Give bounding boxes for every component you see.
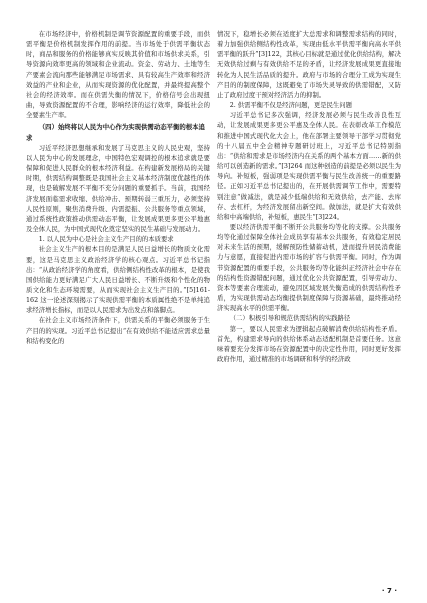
paragraph: 社会主义生产的根本目的是满足人民日益增长的物质文化需要，这是马克思主义政治经济学的核心观点。习近平总书记指出：“从政治经济学的角度看，供给侧结构性改革的根本，是使我国供给能力更好满足广大人民日益增长、不断升级和个性化的物质文化和生态环境需要，从而实现社会主义生产目的。”[5]161-162 这一论述深刻揭示了实现供需平衡的本质属性绝不是单纯追求经济增长指标，而是以人民需求为出发点和落脚点。 [26,246,210,315]
paragraph: 要以经济供需平衡不断开公共服务均等化的支撑。公共服务均等化通过保障全体社会成员享有基本公共服务，有效稳定居民对未来生活的预期，缓解预防性储蓄动机，进而提升居民消费能力与意愿，直接促进内需市场的扩容与供需平衡。同时，作为调节资源配置的重要手段，公共服务均等化能纠正经济社会中存在的结构性资源错配问题，通过优化公共资源配置，引导劳动力、资本等要素合理流动，避免因区域发展失衡造成的供需结构性矛盾，为实现供需动态均衡提供制度保障与资源基础，最终推动经济实现高水平的供需平衡。 [217,223,401,313]
subsection-heading: 1. 以人民为中心是社会主义生产目的的本质要求 [38,236,174,244]
subsection-heading: （二）积极引导和规范供需结构的实践路径 [229,315,351,323]
paragraph: 第一，要以人民需求为逻辑起点破解消费供给结构性矛盾。首先，构建需求导向的供给体系动态适配机制是首要任务。这意味着要充分发挥市场在资源配置中的决定性作用，同时更好发挥政府作用，通过精准的市场调研和科学的经济政 [217,325,401,363]
paragraph: 在市场经济中，价格机制是调节资源配置的重要手段，而供需平衡是价格机制发挥作用的前提。当市场处于供需平衡状态时，商品和服务的价格能够真实反映其价值和市场供求关系，引导资源向效率更高的领域和企业流动。资金、劳动力、土地等生产要素会流向那些能够满足市场需求、具有较高生产效率和经济效益的产业和企业，从而实现资源的优化配置，并最终提高整个社会的经济效率。而在供需失衡的情况下，价格信号会出现扭曲，导致资源配置的不合理，影响经济的运行效率，降低社会的全要素生产率。 [26,31,210,120]
page-number: · 7 · [381,587,397,595]
left-column [26,30,210,347]
right-column [217,30,401,365]
paragraph: 习近平经济思想继承和发展了马克思主义的人民史观，坚持以人民为中心的发展理念，中国特色宏观调控的根本追求就是要保障和促进人民群众的根本经济利益。在构建新发展格局的关键时期，供需结构调整既是我国社会主义基本经济制度优越性的体现，也是破解发展不平衡不充分问题的重要抓手。当前，我国经济发展面临需求收缩、供给冲击、预期转弱三重压力，必须坚持人民性原则，聚焦消费升级、内需提振、公共服务等重点领域，通过系统性政策推动供需动态平衡，让发展成果更多更公平地惠及全体人民，为中国式现代化奠定坚实的民生基础与发展动力。 [26,144,210,234]
paragraph: 在社会主义市场经济条件下，供需关系的平衡必须服务于生产目的的实现。习近平总书记提出“在有效供给不能适应需求总量和结构变化的 [26,317,210,345]
section-heading: （四）始终将以人民为中心作为实现供需动态平衡的根本追求 [26,123,205,142]
paragraph: 情况下，稳增长必须在适度扩大总需求和调整需求结构的同时，着力加强供给侧结构性改革，实现由低水平供需平衡向高水平供需平衡的跃升”[3]122，其核心目标就是通过优化供给结构，解决无效供给过剩与有效供给不足的矛盾，让经济发展成果更直接地转化为人民生活品质的提升。政府与市场的合理分工成为实现生产目的的制度保障，这既避免了市场失灵导致的供需错配，又防止了政府过度干预对经济活力的抑制。 [217,31,401,99]
paragraph: 习近平总书记多次强调，经济发展必须与民生改善良性互动，让发展成果更多更公平惠及全体人民。在表彰改革工作模范和推进中国式现代化大会上，他在部署主要领导干部学习贯彻党的十八届五中全会精神专题研讨班上，习近平总书记特别指出：“供给和需求是市场经济内在关系的两个基本方面……新的供给可以创造新的需求。”[3]264 而这种创造的前提是必须以民生为导向。补短板，强弱项是实现供需平衡与民生改善统一的重要路径。正如习近平总书记提出的，在开展供需调节工作中，需要特别注意“做减法，就是减少低端供给和无效供给，去产能、去库存、去杠杆，为经济发展留出新空间。做加法，就是扩大有效供给和中高端供给，补短板，惠民生”[3]224。 [217,112,401,221]
subsection-heading: 2. 供需平衡不仅是经济问题，更是民生问题 [229,102,352,110]
